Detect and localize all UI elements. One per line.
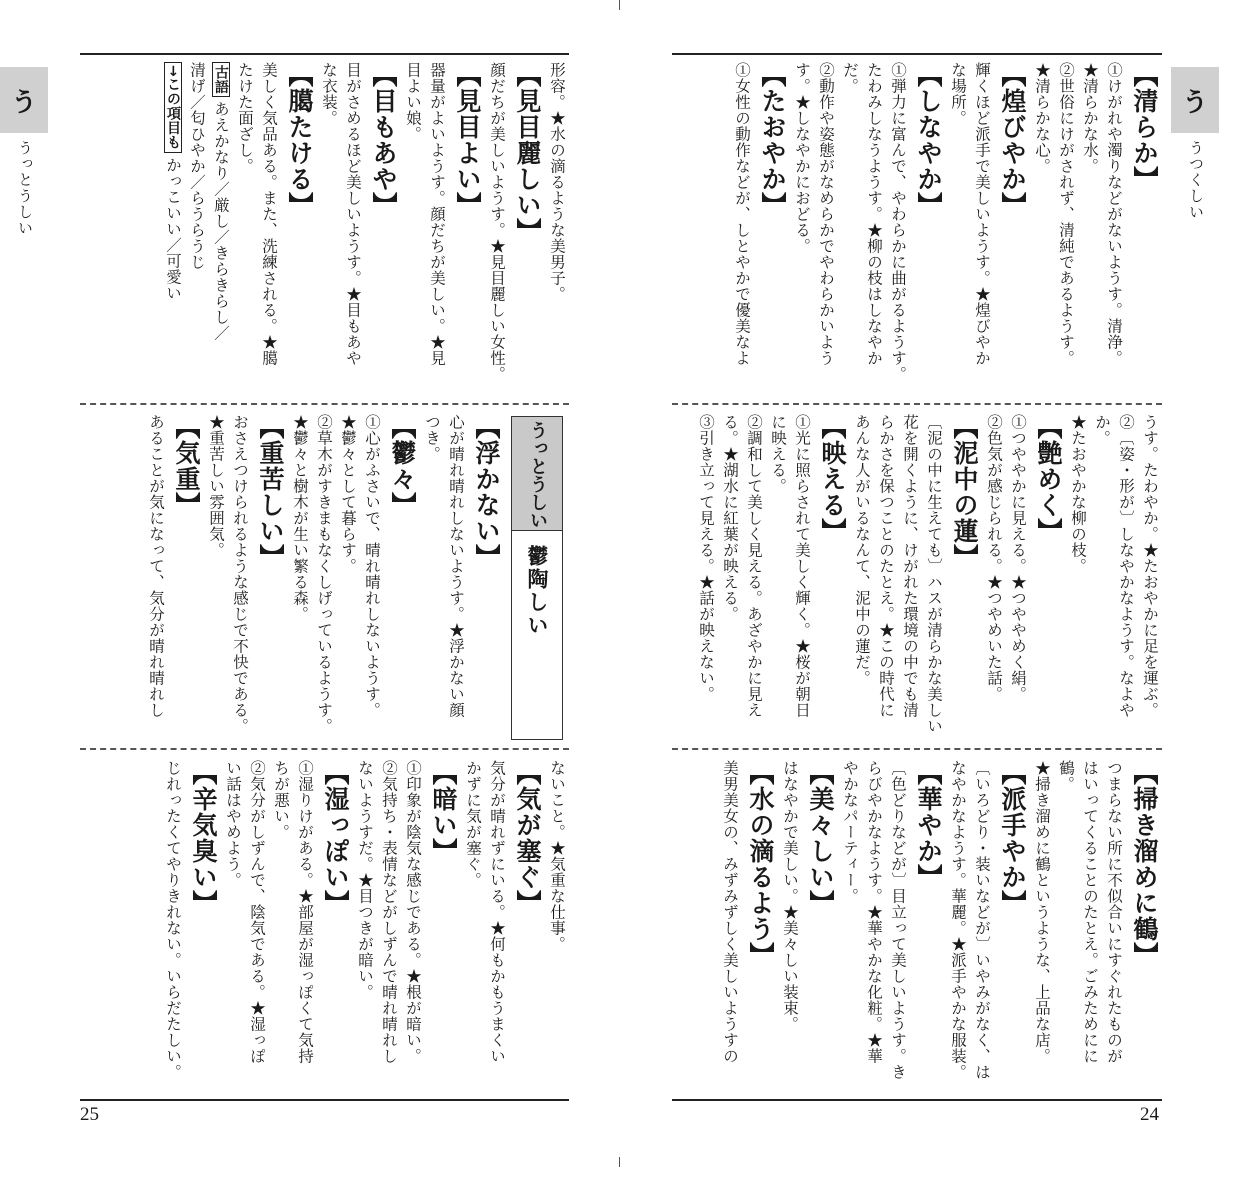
dictionary-entry [1030, 62, 1162, 397]
dictionary-entry [317, 62, 401, 397]
dictionary-entry [204, 414, 288, 742]
dictionary-entry [485, 62, 545, 397]
running-head: うっとうしい [16, 140, 34, 236]
band-divider [80, 403, 569, 405]
right-page [620, 0, 1239, 1200]
dictionary-entry [461, 760, 545, 1093]
dictionary-entry [161, 760, 221, 1093]
index-tab: う [0, 67, 48, 133]
headword: 【掃き溜めに鶴】 [1130, 760, 1159, 968]
definition-line: らかさを保つことのたとえ。★この時代に [877, 414, 895, 718]
definition-line: 気分が晴れずにいる。★何もかもうまくい [488, 760, 506, 1064]
definition-line: 〔色どりなどが〕目立って美しいようす。き [889, 760, 907, 1080]
dictionary-entry [694, 414, 850, 742]
headword: 【映える】 [818, 414, 847, 544]
text-band [80, 760, 569, 1093]
definition-line: ちが悪い。 [272, 760, 290, 840]
synonym-sidebox [511, 416, 563, 740]
definition-line: に映える。 [769, 414, 787, 494]
headword: 【見目麗しい】 [513, 62, 542, 244]
definition-line: つまらない所に不似合いにすぐれたものが [1105, 760, 1123, 1064]
text-band [672, 414, 1162, 742]
definition-line: 形容。★水の滴るような美男子。 [548, 62, 566, 302]
text-band [80, 414, 504, 742]
kogo-block [161, 62, 233, 397]
text-band [672, 62, 1162, 397]
definition-line: す。★しなやかにおどる。 [793, 62, 811, 254]
definition-line: 美男美女の、みずみずしく美しいようすの [721, 760, 739, 1064]
definition-line: ★清らかな水。 [1081, 62, 1099, 174]
dictionary-entry [730, 62, 790, 397]
dictionary-entry [946, 760, 1030, 1093]
definition-line: ★鬱々と樹木が生い繁る森。 [291, 414, 309, 622]
dictionary-entry [420, 414, 504, 742]
page-number: 25 [80, 1104, 99, 1125]
definition-line: ②草木がすきまもなくしげっているようす。 [315, 414, 333, 734]
definition-line: 目がさめるほど美しいようす。★目もあや [344, 62, 362, 366]
definition-line: ①けがれや濁りなどがないようす。清浄。 [1105, 62, 1123, 366]
kogo-text: あえかなり／厳し／きらきらし／ [212, 101, 230, 341]
definition-line: な場所。 [949, 62, 967, 126]
dictionary-entry [982, 414, 1066, 742]
xref-text: かっこいい／可愛い [164, 156, 182, 301]
dictionary-entry [221, 760, 353, 1093]
dictionary-entry [288, 414, 420, 742]
definition-line: ★たおやかな柳の枝。 [1069, 414, 1087, 574]
running-head: うつくしい [1187, 140, 1205, 220]
band-divider [80, 748, 569, 750]
dictionary-entry [353, 760, 461, 1093]
left-page [0, 0, 619, 1200]
definition-line: やかなパーティー。 [841, 760, 859, 904]
definition-line: はなやかで美しい。★美々しい装束。 [781, 760, 799, 1032]
dictionary-entry [778, 760, 838, 1093]
definition-line: ②気分がしずんで、陰気である。★湿っぽ [248, 760, 266, 1064]
page-number: 24 [1140, 1104, 1159, 1125]
definition-line: ①心がふさいで、晴れ晴れしないようす。 [363, 414, 381, 718]
kogo-label: 古語 [212, 62, 230, 97]
definition-line: ①印象が陰気な感じである。★根が暗い。 [404, 760, 422, 1064]
definition-line: 花を開くように、けがれた環境の中でも清 [901, 414, 919, 718]
definition-line: あんな人がいるなんて、泥中の蓮だ。 [853, 414, 871, 686]
definition-line: ③引き立って見える。★話が映えない。 [697, 414, 715, 702]
headword: 【華やか】 [914, 760, 943, 890]
sidebox-title: うっとうしい [527, 421, 548, 529]
headword: 【目もあや】 [369, 62, 398, 218]
dictionary-entry [790, 62, 946, 397]
headword: 【浮かない】 [472, 414, 501, 570]
headword: 【泥中の蓮】 [950, 414, 979, 570]
headword: 【たおやか】 [758, 62, 787, 218]
bottom-rule [672, 1099, 1162, 1101]
definition-line: はいってくることのたとえ。ごみためにに鶴。 [1057, 760, 1099, 1064]
definition-line: ①女性の動作などが、しとやかで優美なよ [733, 62, 751, 366]
definition-line: うす。たわやか。★たおやかに足を運ぶ。 [1141, 414, 1159, 718]
dictionary-entry [144, 414, 204, 742]
definition-line: なやかなようす。華麗。★派手やかな服装。 [949, 760, 967, 1080]
definition-line: たけた面ざし。 [236, 62, 254, 174]
dictionary-entry [233, 62, 317, 397]
headword: 【美々しい】 [806, 760, 835, 916]
dictionary-entry [545, 760, 569, 1093]
dictionary-entry [718, 760, 778, 1093]
top-rule [80, 53, 569, 55]
definition-line: 〔泥の中に生えても〕ハスが清らかな美しい [925, 414, 943, 734]
definition-line: 顔だちが美しいようす。★見目麗しい女性。 [488, 62, 506, 382]
crop-mark [619, 1157, 620, 1167]
definition-line: ②世俗にけがされず、清純であるようす。 [1057, 62, 1075, 366]
definition-line: ②調和して美しく見える。あざやかに見え [745, 414, 763, 718]
definition-line: ①弾力に富んで、やわらかに曲がるようす。 [889, 62, 907, 382]
headword: 【鬱々】 [388, 414, 417, 518]
index-tab: う [1171, 67, 1219, 133]
headword: 【水の滴るよう】 [746, 760, 775, 968]
headword: 【見目よい】 [453, 62, 482, 218]
definition-line: あることが気になって、気分が晴れ晴れし [147, 414, 165, 718]
text-band [80, 62, 569, 397]
definition-line: ②色気が感じられる。★つやめいた話。 [985, 414, 1003, 702]
definition-line: ★清らかな心。 [1033, 62, 1051, 174]
dictionary-entry [1030, 760, 1162, 1093]
definition-line: ないこと。★気重な仕事。 [548, 760, 566, 952]
dictionary-entry [545, 62, 569, 397]
definition-line: 目よい娘。 [404, 62, 422, 142]
kogo-text: 清げ／匂ひやか／らうらうじ [188, 62, 206, 270]
headword: 【臈たける】 [285, 62, 314, 218]
sidebox-word: 鬱陶しい [525, 545, 549, 637]
headword: 【清らか】 [1130, 62, 1159, 192]
definition-line: じれったくてやりきれない。いらだたしい。 [164, 760, 182, 1080]
crop-mark [619, 0, 620, 10]
definition-line: 器量がよいようす。顔だちが美しい。★見 [428, 62, 446, 366]
definition-line: ②〔姿・形が〕しなやかなようす。なよやか。 [1093, 414, 1135, 718]
definition-line: つき。 [423, 414, 441, 462]
definition-line: 輝くほど派手で美しいようす。★煌びやか [973, 62, 991, 366]
bottom-rule [80, 1099, 569, 1101]
xref-label: →この項目も [164, 62, 182, 153]
definition-line: だ。 [841, 62, 859, 94]
definition-line: ①光に照らされて美しく輝く。★桜が朝日 [793, 414, 811, 718]
band-divider [672, 403, 1162, 405]
definition-line: 〔いろどり・装いなどが〕いやみがなく、は [973, 760, 991, 1080]
definition-line: な衣装。 [320, 62, 338, 126]
dictionary-entry [850, 414, 982, 742]
definition-line: ないようすだ。★目つきが暗い。 [356, 760, 374, 1000]
definition-line: 美しく気品ある。また、洗練される。★臈 [260, 62, 278, 366]
dictionary-entry [946, 62, 1030, 397]
band-divider [672, 748, 1162, 750]
headword: 【しなやか】 [914, 62, 943, 218]
text-band [672, 760, 1162, 1093]
headword: 【煌びやか】 [998, 62, 1027, 218]
definition-line: ★重苦しい雰囲気。 [207, 414, 225, 558]
headword: 【重苦しい】 [256, 414, 285, 570]
definition-line: ②動作や姿態がなめらかでやわらかいよう [817, 62, 835, 366]
headword: 【辛気臭い】 [189, 760, 218, 916]
dictionary-entry [1066, 414, 1162, 742]
definition-line: ②気持ち・表情などがしずんで晴れ晴れし [380, 760, 398, 1064]
headword: 【派手やか】 [998, 760, 1027, 916]
definition-line: らびやかなようす。★華やかな化粧。★華 [865, 760, 883, 1064]
definition-line: い話はやめよう。 [224, 760, 242, 888]
definition-line: ★鬱々として暮らす。 [339, 414, 357, 574]
definition-line: ★掃き溜めに鶴というような、上品な店。 [1033, 760, 1051, 1064]
headword: 【湿っぽい】 [321, 760, 350, 916]
headword: 【艶めく】 [1034, 414, 1063, 544]
definition-line: ①つややかに見える。★つややめく絹。 [1009, 414, 1027, 702]
top-rule [672, 53, 1162, 55]
definition-line: ①湿りけがある。★部屋が湿っぽくて気持 [296, 760, 314, 1064]
dictionary-entry [838, 760, 946, 1093]
definition-line: かずに気が塞ぐ。 [464, 760, 482, 888]
definition-line: たわみしなうようす。★柳の枝はしなやか [865, 62, 883, 366]
definition-line: る。★湖水に紅葉が映える。 [721, 414, 739, 622]
dictionary-entry [401, 62, 485, 397]
headword: 【気重】 [172, 414, 201, 518]
definition-line: 心が晴れ晴れしないようす。★浮かない顔 [447, 414, 465, 718]
headword: 【暗い】 [429, 760, 458, 864]
definition-line: おさえつけられるような感じで不快である。 [231, 414, 249, 734]
headword: 【気が塞ぐ】 [513, 760, 542, 916]
